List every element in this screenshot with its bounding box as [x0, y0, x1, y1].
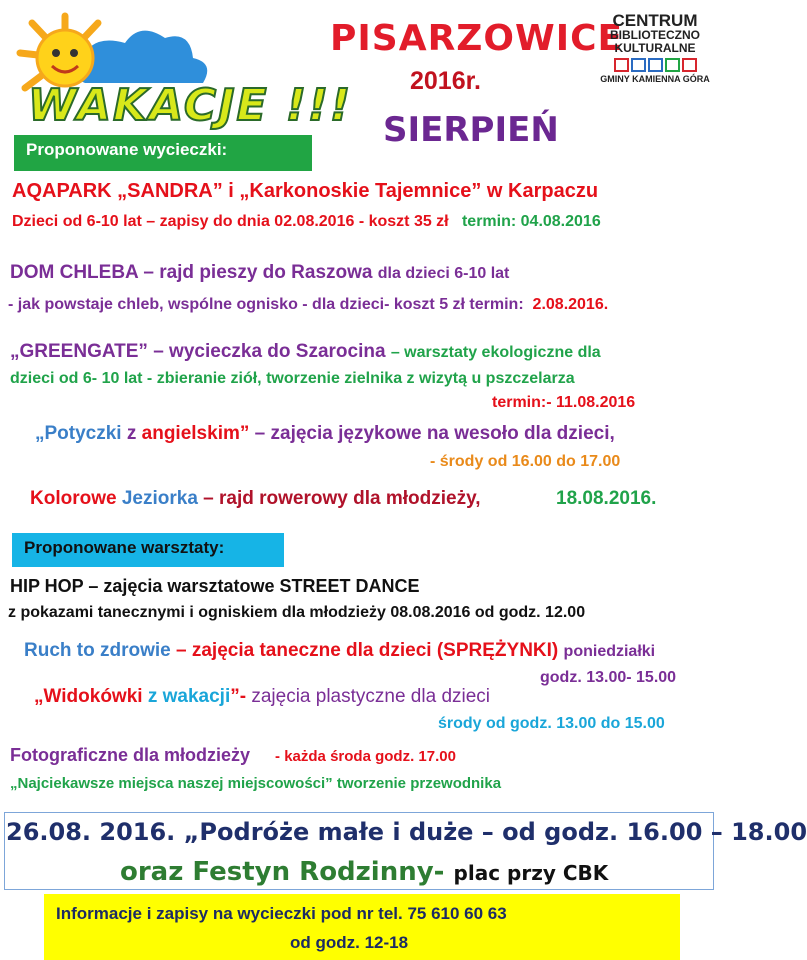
lakes-part3: – rajd rowerowy dla młodzieży, [203, 488, 481, 509]
lakes-row [30, 488, 481, 510]
dance-row [24, 640, 655, 662]
sun-cloud-illustration [10, 8, 353, 133]
english-part1: „Potyczki [35, 423, 122, 444]
bread-date: 2.08.2016. [532, 296, 609, 313]
finale-line1: 26.08. 2016. „Podróże małe i duże – od godz. 16.00 – 18.00 [6, 818, 807, 846]
photo-subtitle: „Najciekawsze miejsca naszej miejscowości” tworzenie przewodnika [10, 775, 502, 792]
english-schedule: - środy od 16.00 do 17.00 [430, 453, 621, 470]
hiphop-details: z pokazami tanecznymi i ogniskiem dla młodzieży 08.08.2016 od godz. 12.00 [8, 604, 586, 621]
aquapark-row [12, 213, 601, 231]
postcards-part1: „Widokówki [34, 686, 143, 707]
dance-part2: – zajęcia taneczne dla dzieci (SPRĘŻYNKI) [176, 640, 559, 661]
books-icon [600, 58, 710, 72]
lakes-date: 18.08.2016. [556, 488, 657, 509]
greengate-row1 [10, 341, 601, 363]
greengate-desc1: – warsztaty ekologiczne dla [390, 344, 601, 361]
wakacje-logo [10, 8, 353, 133]
finale-line2a: oraz Festyn Rodzinny- [120, 857, 445, 887]
finale-line2b: plac przy CBK [453, 861, 609, 885]
cbk-logo [600, 12, 710, 100]
english-part3: angielskim” [141, 423, 250, 444]
contact-line1: Informacje i zapisy na wycieczki pod nr tel. 75 610 60 63 [56, 904, 507, 923]
dance-hours: godz. 13.00- 15.00 [540, 669, 677, 686]
photo-schedule: - każda środa godz. 17.00 [275, 748, 456, 765]
photo-row [10, 745, 456, 766]
bread-details: - jak powstaje chleb, wspólne ognisko - dla dzieci- koszt 5 zł termin: [8, 296, 524, 313]
finale-row2 [120, 857, 608, 887]
postcards-part2: z wakacji [147, 686, 231, 707]
cbk-line1: CENTRUM [612, 11, 698, 30]
sun-icon [37, 30, 93, 86]
greengate-desc2: dzieci od 6- 10 lat - zbieranie ziół, tworzenie zielnika z wizytą u pszczelarza [10, 370, 575, 387]
cbk-line4: GMINY KAMIENNA GÓRA [600, 74, 710, 84]
english-part4: – zajęcia językowe na wesoło dla dzieci, [254, 423, 615, 444]
postcards-row [34, 686, 490, 708]
trips-label: Proponowane wycieczki: [14, 135, 312, 171]
logo-text: WAKACJE !!! [28, 80, 353, 131]
workshops-label: Proponowane warsztaty: [12, 533, 284, 567]
dance-day: poniedziałki [563, 643, 656, 660]
bread-row2 [8, 296, 608, 314]
postcards-part4: zajęcia plastyczne dla dzieci [251, 686, 491, 707]
bread-age: dla dzieci 6-10 lat [377, 265, 510, 282]
cbk-line2: BIBLIOTECZNO [610, 28, 700, 42]
postcards-part3: ”- [230, 686, 247, 707]
bread-row1 [10, 262, 509, 284]
title-year: 2016r. [410, 67, 481, 95]
greengate-title: „GREENGATE” – wycieczka do Szarocina [10, 341, 386, 362]
contact-line2: od godz. 12-18 [290, 933, 409, 952]
photo-title: Fotograficzne dla młodzieży [10, 745, 251, 765]
cbk-line3: KULTURALNE [614, 41, 696, 55]
postcards-schedule: środy od godz. 13.00 do 15.00 [438, 715, 665, 732]
lakes-part1: Kolorowe [30, 488, 117, 509]
aquapark-title: AQAPARK „SANDRA” i „Karkonoskie Tajemnice” w Karpaczu [12, 180, 599, 202]
english-part2: z [126, 423, 137, 444]
aquapark-details: Dzieci od 6-10 lat – zapisy do dnia 02.08.2016 - koszt 35 zł [12, 213, 449, 230]
bread-title: DOM CHLEBA – rajd pieszy do Raszowa [10, 262, 373, 283]
hiphop-title: HIP HOP – zajęcia warsztatowe STREET DANCE [10, 576, 420, 596]
lakes-part2: Jeziorka [121, 488, 198, 509]
english-row [35, 423, 615, 445]
greengate-date: termin:- 11.08.2016 [492, 394, 636, 411]
aquapark-date: termin: 04.08.2016 [461, 213, 601, 230]
title-town: PISARZOWICE [330, 18, 624, 59]
dance-part1: Ruch to zdrowie [24, 640, 171, 661]
title-month: SIERPIEŃ [383, 110, 559, 150]
